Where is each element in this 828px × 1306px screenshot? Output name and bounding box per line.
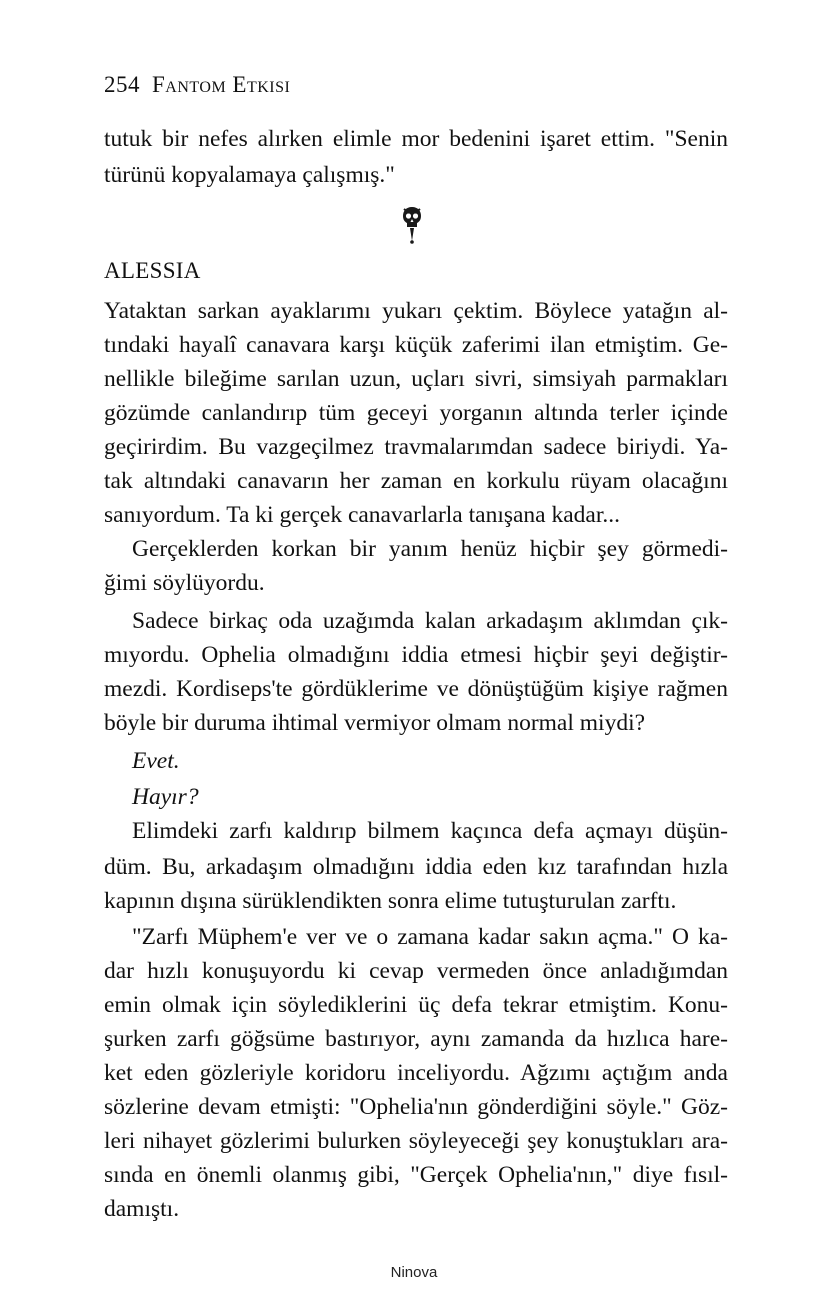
- text-line: sında en önemli olanmış gibi, "Gerçek Ophelia'nın," diye fısıl-: [104, 1162, 728, 1188]
- text-line: mezdi. Kordiseps'te gördüklerime ve dönüştüğüm kişiye rağmen: [104, 676, 728, 702]
- running-header: [104, 72, 290, 98]
- text-line: "Zarfı Müphem'e ver ve o zamana kadar sakın açma." O ka-: [132, 924, 728, 950]
- text-line: damıştı.: [104, 1196, 180, 1222]
- text-line: leri nihayet gözlerimi bulurken söyleyeceği şey konuştukları ara-: [104, 1128, 728, 1154]
- page-number: 254: [104, 72, 140, 97]
- text-line: nellikle bileğime sarılan uzun, uçları sivri, simsiyah parmakları: [104, 366, 728, 392]
- text-line: Sadece birkaç oda uzağımda kalan arkadaşım aklımdan çık-: [132, 608, 728, 634]
- text-line: kapının dışına sürüklendikten sonra elime tutuşturulan zarftı.: [104, 888, 677, 914]
- text-line: ket eden gözleriyle koridoru inceliyordu. Ağzımı açtığım anda: [104, 1060, 728, 1086]
- text-line: Hayır?: [132, 784, 199, 810]
- text-line: ğimi söylüyordu.: [104, 570, 265, 596]
- book-title: Fantom Etkisi: [152, 72, 291, 97]
- section-title: ALESSIA: [104, 258, 201, 283]
- text-line: böyle bir duruma ihtimal vermiyor olmam normal miydi?: [104, 710, 646, 736]
- text-line: Gerçeklerden korkan bir yanım henüz hiçbir şey görmedi-: [132, 536, 728, 562]
- skull-ornament-icon: [401, 205, 423, 245]
- text-line: düm. Bu, arkadaşım olmadığını iddia eden kız tarafından hızla: [104, 854, 728, 880]
- text-line: tutuk bir nefes alırken elimle mor bedenini işaret ettim. "Senin: [104, 126, 728, 152]
- text-line: mıyordu. Ophelia olmadığını iddia etmesi hiçbir şeyi değiştir-: [104, 642, 728, 668]
- text-line: şurken zarfı göğsüme bastırıyor, aynı zamanda da hızlıca hare-: [104, 1026, 728, 1052]
- text-line: türünü kopyalamaya çalışmış.": [104, 162, 395, 188]
- text-line: Elimdeki zarfı kaldırıp bilmem kaçınca defa açmayı düşün-: [132, 818, 728, 844]
- text-line: geçirirdim. Bu vazgeçilmez travmalarımdan sadece biriydi. Ya-: [104, 434, 728, 460]
- text-line: sözlerine devam etmişti: "Ophelia'nın gönderdiğini söyle." Göz-: [104, 1094, 728, 1120]
- text-line: dar hızlı konuşuyordu ki cevap vermeden önce anladığımdan: [104, 958, 728, 984]
- text-line: Evet.: [132, 748, 180, 774]
- publisher-footer: Ninova: [390, 1264, 438, 1281]
- text-line: tındaki hayalî canavara karşı küçük zaferimi ilan etmiştim. Ge-: [104, 332, 728, 358]
- text-line: emin olmak için söylediklerini üç defa tekrar etmiştim. Konu-: [104, 992, 728, 1018]
- text-line: Yataktan sarkan ayaklarımı yukarı çektim. Böylece yatağın al-: [104, 298, 728, 324]
- text-line: gözümde canlandırıp tüm geceyi yorganın altında terler içinde: [104, 400, 728, 426]
- text-line: tak altındaki canavarın her zaman en korkulu rüyam olacağını: [104, 468, 728, 494]
- text-line: sanıyordum. Ta ki gerçek canavarlarla tanışana kadar...: [104, 502, 621, 528]
